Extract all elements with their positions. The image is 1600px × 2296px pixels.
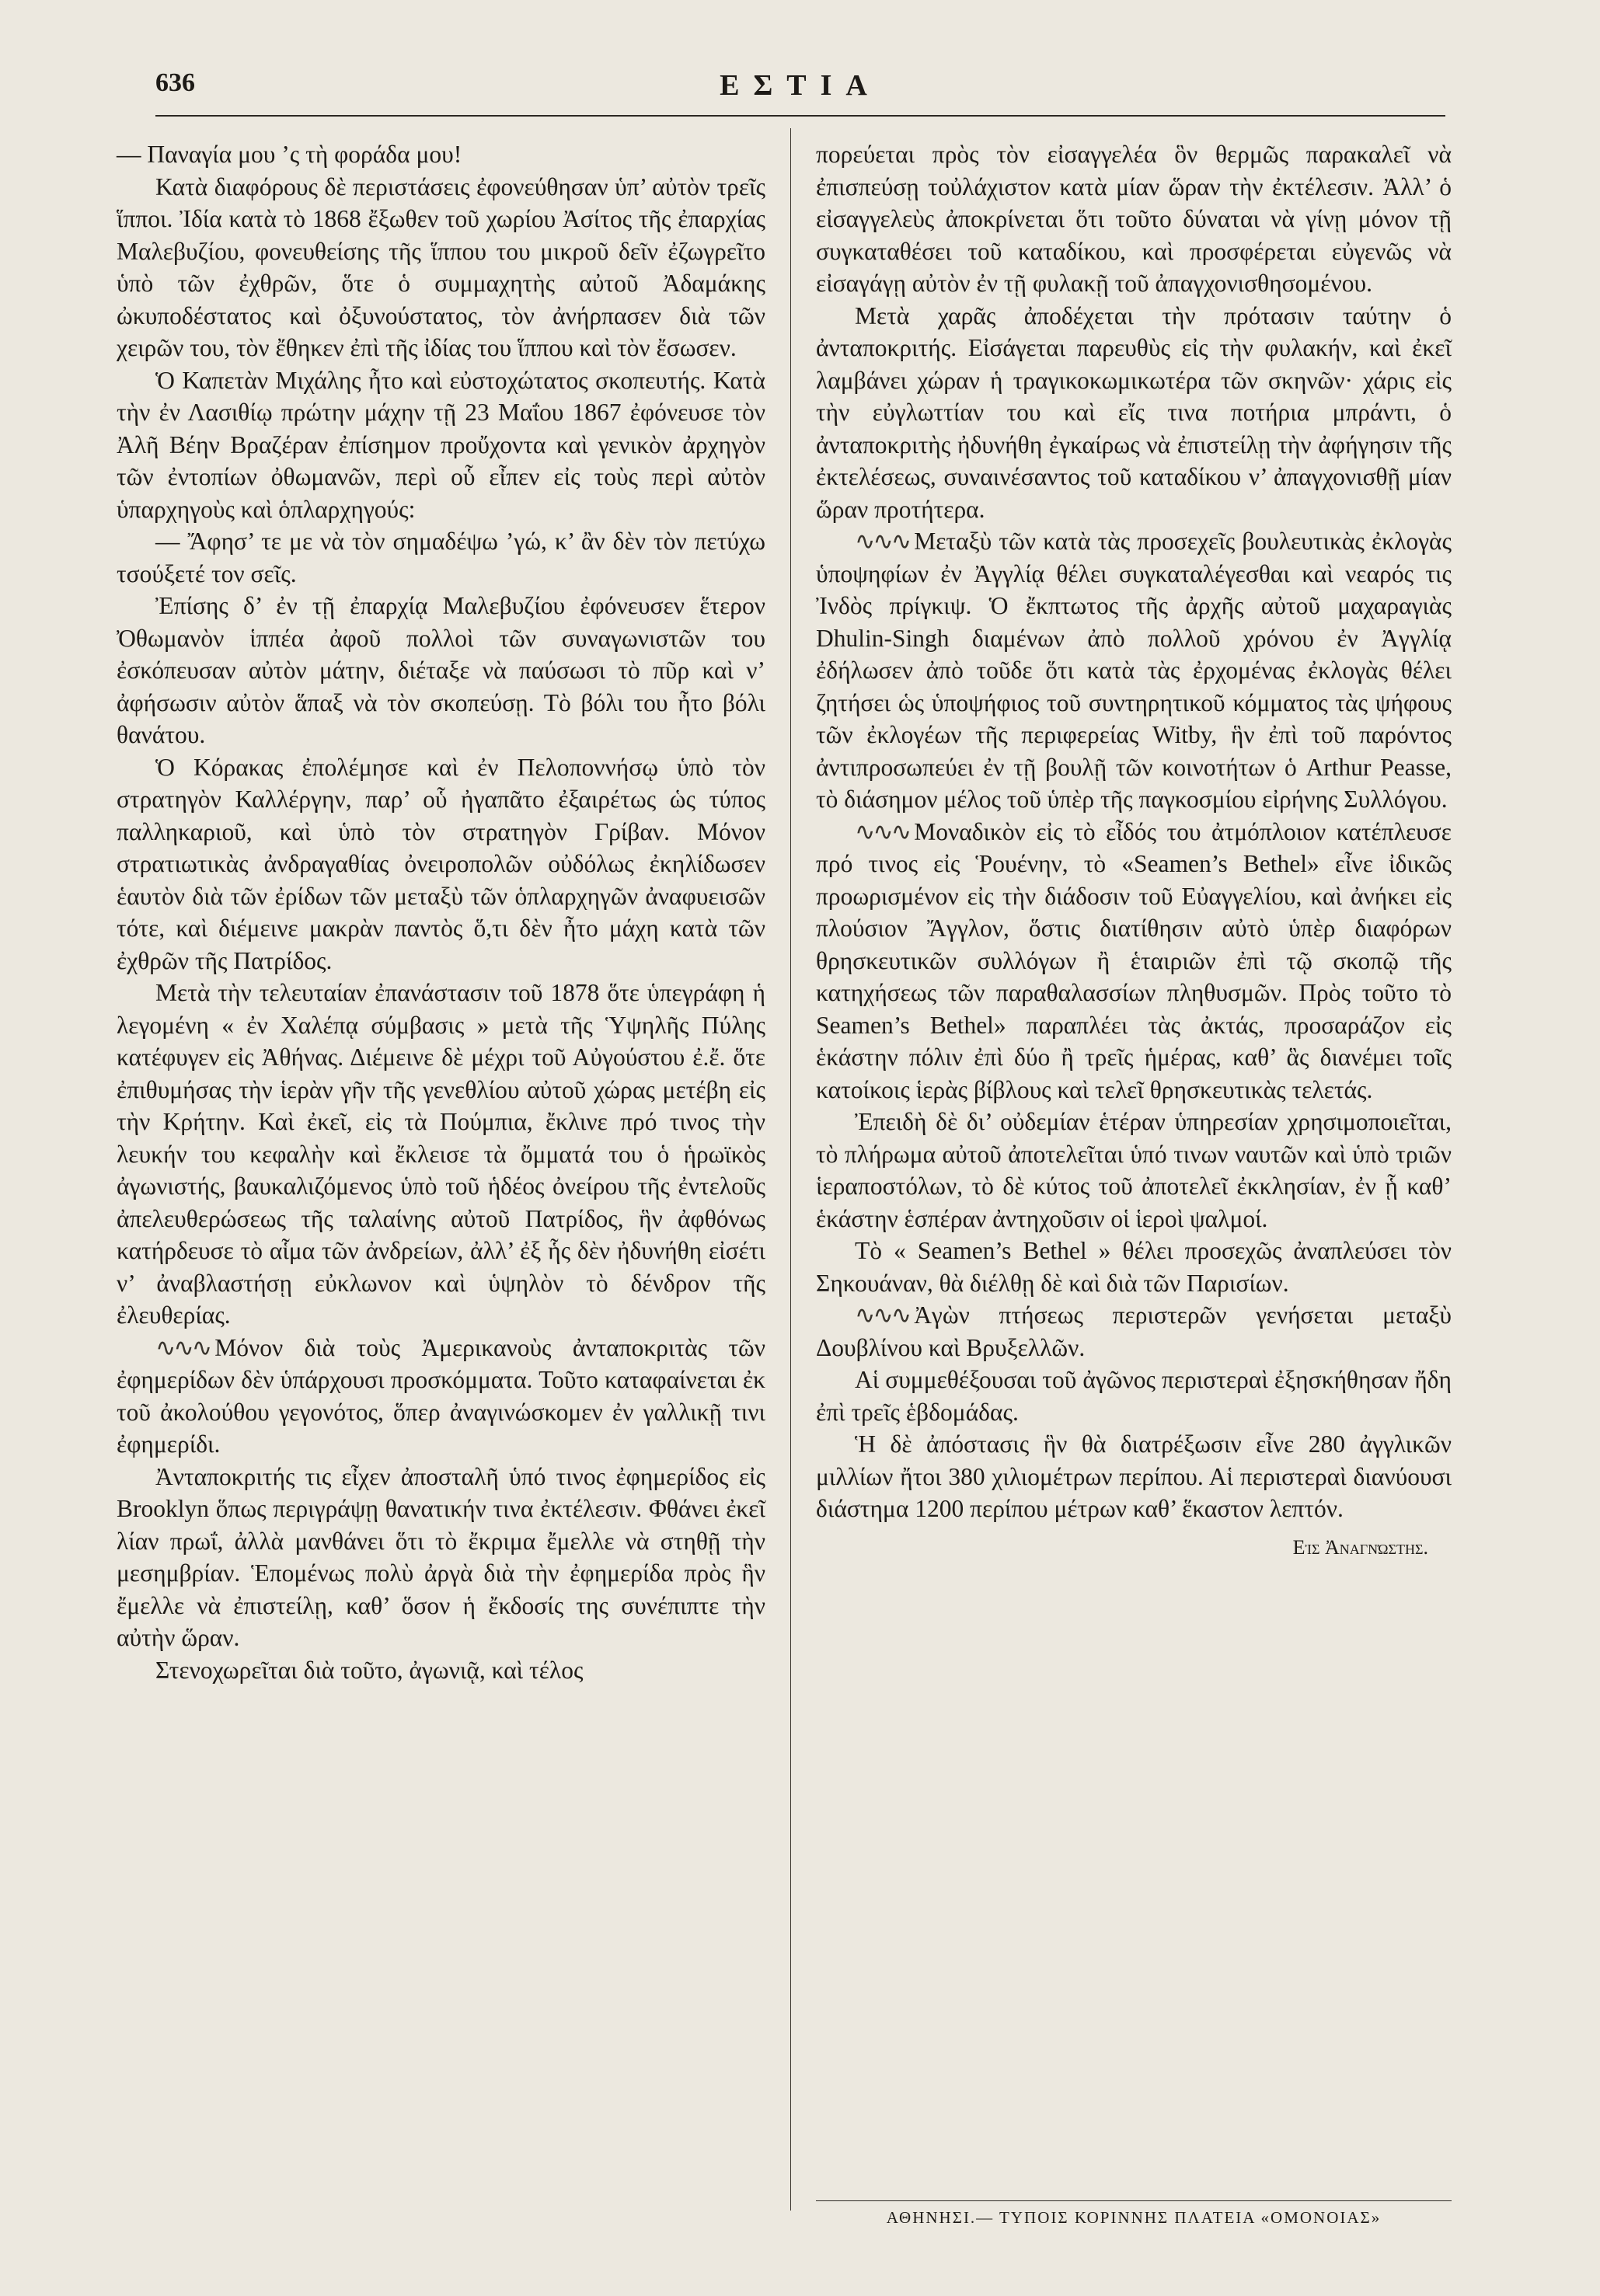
paragraph: πορεύεται πρὸς τὸν εἰσαγγελέα ὃν θερμῶς παρακαλεῖ νὰ ἐπισπεύσῃ τοὐλάχιστον κατὰ μίαν ὥραν τὴν ἐκτέλεσιν. Ἀλλ’ ὁ εἰσαγγελεὺς ἀποκρίνεται ὅτι τοῦτο δύναται νὰ γίνῃ μόνον τῇ συγκαταθέσει τοῦ καταδίκου, καὶ προσφέρεται εὐγενῶς νὰ εἰσαγάγῃ αὐτὸν ἐν τῇ φυλακῇ τοῦ ἀπαγχονισθησομένου. (816, 141, 1452, 297)
journal-title: ΕΣΤΙΑ (720, 69, 881, 102)
news-item (816, 816, 1452, 1106)
news-item (117, 1332, 765, 1461)
page-header (155, 68, 1445, 115)
paragraph: Μετὰ χαρᾶς ἀποδέχεται τὴν πρότασιν ταύτην ὁ ἀνταποκριτής. Εἰσάγεται παρευθὺς εἰς τὴν φυλακήν, καὶ ἐκεῖ λαμβάνει χώραν ἡ τραγικοκωμικωτέρα τῶν σκηνῶν· χάρις εἰς τὴν εὐγλωττίαν του καὶ εἴς τινα ποτήρια μπράντι, ὁ ἀνταποκριτὴς ἠδυνήθη ἐγκαίρως νὰ ἐπιστείλῃ τὴν ἀφήγησιν τῆς ἐκτελέσεως, συναινέσαντος τοῦ καταδίκου ν’ ἀπαγχονισθῇ μίαν ὥραν προτήτερα. (816, 301, 1452, 523)
page-number: 636 (155, 68, 195, 97)
news-marker: ∿∿∿ (155, 1333, 211, 1361)
paragraph: Κατὰ διαφόρους δὲ περιστάσεις ἐφονεύθησαν ὑπ’ αὐτὸν τρεῖς ἵπποι. Ἰδία κατὰ τὸ 1868 ἔξωθεν τοῦ χωρίου Ἀσίτος τῆς ἐπαρχίας Μαλεβυζίου, φονευθείσης τῆς ἵππου του μικροῦ δεῖν ἐζωγρεῖτο ὑπὸ τῶν ἐχθρῶν, ὅτε ὁ συμμαχητὴς αὐτοῦ Ἀδαμάκης ὠκυποδέστατος καὶ ὀξυνούστατος, τὸν ἀνήρπασεν διὰ τῶν χειρῶν του, τὸν ἔθηκεν ἐπὶ τῆς ἰδίας του ἵππου καὶ τὸν ἔσωσεν. (117, 172, 765, 361)
paragraph: Μετὰ τὴν τελευταίαν ἐπανάστασιν τοῦ 1878 ὅτε ὑπεγράφη ἡ λεγομένη « ἐν Χαλέπᾳ σύμβασις » μετὰ τῆς Ὑψηλῆς Πύλης κατέφυγεν εἰς Ἀθήνας. Διέμεινε δὲ μέχρι τοῦ Αὐγούστου ἐ.ἔ. ὅτε ἐπιθυμήσας τὴν ἱερὰν γῆν τῆς γενεθλίου αὐτοῦ χώρας μετέβη εἰς τὴν Κρήτην. Καὶ ἐκεῖ, εἰς τὰ Πούμπια, ἔκλινε πρό τινος τὴν λευκήν του κεφαλὴν καὶ ἔκλεισε τὰ ὄμματά του ὁ ἡρωϊκὸς ἀγωνιστής, βαυκαλιζόμενος ὑπὸ τοῦ ἡδέος ὀνείρου τῆς ἐντελοῦς ἀπελευθερώσεως τῆς ταλαίνης αὐτοῦ Πατρίδος, ἣν ἀφθόνως κατήρδευσε τὸ αἷμα τῶν ἀνδρείων, ἀλλ’ ἐξ ἧς δὲν ἠδυνήθη εἰσέτι ν’ ἀναβλαστήσῃ εὐκλωνον καὶ ὑψηλὸν τὸ δένδρον τῆς ἐλευθερίας. (117, 979, 765, 1329)
news-item (816, 1299, 1452, 1364)
paragraph: Ἐπίσης δ’ ἐν τῇ ἐπαρχίᾳ Μαλεβυζίου ἐφόνευσεν ἕτερον Ὀθωμανὸν ἱππέα ἀφοῦ πολλοὶ τῶν συναγωνιστῶν του ἐσκόπευσαν αὐτὸν μάτην, διέταξε νὰ παύσωσι τὸ πῦρ καὶ ν’ ἀφήσωσιν αὐτὸν ἅπαξ νὰ τὸν σκοπεύσῃ. Τὸ βόλι του ἦτο βόλι θανάτου. (117, 592, 765, 748)
column-divider (790, 128, 791, 2211)
printer-imprint: ΑΘΗΝΗΣΙ.— ΤΥΠΟΙΣ ΚΟΡΙΝΝΗΣ ΠΛΑΤΕΙΑ «ΟΜΟΝΟΙΑΣ» (886, 2208, 1382, 2227)
news-item-text: Μεταξὺ τῶν κατὰ τὰς προσεχεῖς βουλευτικὰς ἐκλογὰς ὑποψηφίων ἐν Ἀγγλίᾳ θέλει συγκαταλέγεσθαι καὶ νεαρός τις Ἰνδὸς πρίγκιψ. Ὁ ἔκπτωτος τῆς ἀρχῆς αὐτοῦ μαχαραγιὰς Dhulin-Singh διαμένων ἀπὸ πολλοῦ χρόνου ἐν Ἀγγλίᾳ ἐδήλωσεν ἀπὸ τοῦδε ὅτι κατὰ τὰς ἐρχομένας ἐκλογὰς θέλει ζητήσει ὡς ὑποψήφιος τοῦ συντηρητικοῦ κόμματος τὰς ψήφους τῶν ἐκλογέων τῆς περιφερείας Witby, ἣν ἐπὶ τοῦ παρόντος ἀντιπροσωπεύει ἐν τῇ βουλῇ τῶν κοινοτήτων ὁ Arthur Peasse, τὸ διάσημον μέλος τοῦ ὑπὲρ τῆς παγκοσμίου εἰρήνης Συλλόγου. (816, 528, 1452, 813)
right-column (816, 138, 1452, 1563)
paragraph: Ἀνταποκριτής τις εἶχεν ἀποσταλῆ ὑπό τινος ἐφημερίδος εἰς Brooklyn ὅπως περιγράψῃ θανατικήν τινα ἐκτέλεσιν. Φθάνει ἐκεῖ λίαν πρωΐ, ἀλλὰ μανθάνει ὅτι τὸ ἔκριμα ἔμελλε νὰ στηθῇ τὴν μεσημβρίαν. Ἑπομένως πολὺ ἀργὰ διὰ τὴν ἐφημερίδα πρὸς ἣν ἔμελλε νὰ ἐπιστείλῃ, καθ’ ὅσον ἡ ἔκδοσίς της συνέπιπτε τὴν αὐτὴν ὥραν. (117, 1462, 765, 1651)
news-marker: ∿∿∿ (855, 817, 910, 845)
news-item-text: Ἀγὼν πτήσεως περιστερῶν γενήσεται μεταξὺ Δουβλίνου καὶ Βρυξελλῶν. (816, 1301, 1452, 1361)
news-marker: ∿∿∿ (855, 1301, 910, 1329)
header-rule (155, 115, 1445, 117)
paragraph: Αἱ συμμεθέξουσαι τοῦ ἀγῶνος περιστεραὶ ἐξησκήθησαν ἤδη ἐπὶ τρεῖς ἑβδομάδας. (816, 1366, 1452, 1426)
paragraph: Στενοχωρεῖται διὰ τοῦτο, ἀγωνιᾷ, καὶ τέλος (155, 1656, 584, 1684)
news-item (816, 525, 1452, 816)
signature: Εἰς Ἀναγνώστης. (1292, 1535, 1428, 1559)
footer-rule (816, 2200, 1452, 2201)
news-marker: ∿∿∿ (855, 528, 910, 555)
news-item-text: Μοναδικὸν εἰς τὸ εἶδός του ἀτμόπλοιον κατέπλευσε πρό τινος εἰς Ῥουένην, τὸ «Seamen’s Bethel» εἶνε ἰδικῶς προωρισμένον εἰς τὴν διάδοσιν τοῦ Εὐαγγελίου, καὶ ἀνήκει εἰς πλούσιον Ἄγγλον, ὅστις διατίθησιν αὐτὸ ὑπὲρ διαφόρων θρησκευτικῶν συλλόγων ἢ ἑταιριῶν ἐπὶ τῷ σκοπῷ τῆς κατηχήσεως τῶν παραθαλασσίων πληθυσμῶν. Πρὸς τοῦτο τὸ Seamen’s Bethel» παραπλέει τὰς ἀκτάς, προσαράζον εἰς ἑκάστην πόλιν ἐπὶ δύο ἢ τρεῖς ἡμέρας, καθ’ ἃς διανέμει τοῖς κατοίκοις ἱερὰς βίβλους καὶ τελεῖ θρησκευτικὰς τελετάς. (816, 817, 1452, 1103)
dialogue-line: — Ἄφησ’ τε με νὰ τὸν σημαδέψω ’γώ, κ’ ἂν δὲν τὸν πετύχω τσούξετέ τον σεῖς. (117, 528, 765, 587)
paragraph: Ὁ Καπετὰν Μιχάλης ἦτο καὶ εὐστοχώτατος σκοπευτής. Κατὰ τὴν ἐν Λασιθίῳ πρώτην μάχην τῇ 23 Μαΐου 1867 ἐφόνευσε τὸν Ἀλῆ Βέην Βραζέραν ἐπίσημον προὔχοντα καὶ γενικὸν ἀρχηγὸν τῶν ἐντοπίων ὀθωμανῶν, περὶ οὗ εἶπεν εἰς τοὺς περὶ αὐτὸν ὑπαρχηγοὺς καὶ ὁπλαρχηγούς: (117, 366, 765, 523)
left-column (117, 138, 765, 1686)
paragraph: Τὸ « Seamen’s Bethel » θέλει προσεχῶς ἀναπλεύσει τὸν Σηκουάναν, θὰ διέλθῃ δὲ καὶ διὰ τῶν Παρισίων. (816, 1237, 1452, 1297)
paragraph: Ἐπειδὴ δὲ δι’ οὐδεμίαν ἑτέραν ὑπηρεσίαν χρησιμοποιεῖται, τὸ πλήρωμα αὐτοῦ ἀποτελεῖται ὑπό τινων ναυτῶν καὶ ὑπὸ τριῶν ἱεραποστόλων, τὸ δὲ κύτος τοῦ ἀποτελεῖ ἐκκλησίαν, ἐν ᾗ καθ’ ἑκάστην ἑσπέραν ἀντηχοῦσιν οἱ ἱεροὶ ψαλμοί. (816, 1108, 1452, 1232)
paragraph: Ἡ δὲ ἀπόστασις ἣν θὰ διατρέξωσιν εἶνε 280 ἀγγλικῶν μιλλίων ἤτοι 380 χιλιομέτρων περίπου. Αἱ περιστεραὶ διανύουσι διάστημα 1200 περίπου μέτρων καθ’ ἕκαστον λεπτόν. (816, 1430, 1452, 1522)
news-item-text: Μόνον διὰ τοὺς Ἀμερικανοὺς ἀνταποκριτὰς τῶν ἐφημερίδων δὲν ὑπάρχουσι προσκόμματα. Τοῦτο καταφαίνεται ἐκ τοῦ ἀκολούθου γεγονότος, ὅπερ ἀναγινώσκομεν ἐν γαλλικῇ τινι ἐφημερίδι. (117, 1333, 765, 1458)
paragraph: Ὁ Κόρακας ἐπολέμησε καὶ ἐν Πελοποννήσῳ ὑπὸ τὸν στρατηγὸν Καλλέργην, παρ’ οὗ ἠγαπᾶτο ἐξαιρέτως ὡς τύπος παλληκαριοῦ, καὶ ὑπὸ τὸν στρατηγὸν Γρίβαν. Μόνον στρατιωτικὰς ἀνδραγαθίας ὀνειροπολῶν οὐδόλως ἐκηλίδωσεν ἑαυτὸν διὰ τῶν ἐρίδων τῶν μεταξὺ τῶν ὁπλαρχηγῶν ἀναφυεισῶν τότε, καὶ διέμεινε μακρὰν παντὸς ὅ,τι δὲν ἦτο μάχη κατὰ τῶν ἐχθρῶν τῆς Πατρίδος. (117, 753, 765, 974)
dialogue-line: — Παναγία μου ’ς τὴ φοράδα μου! (117, 141, 462, 168)
